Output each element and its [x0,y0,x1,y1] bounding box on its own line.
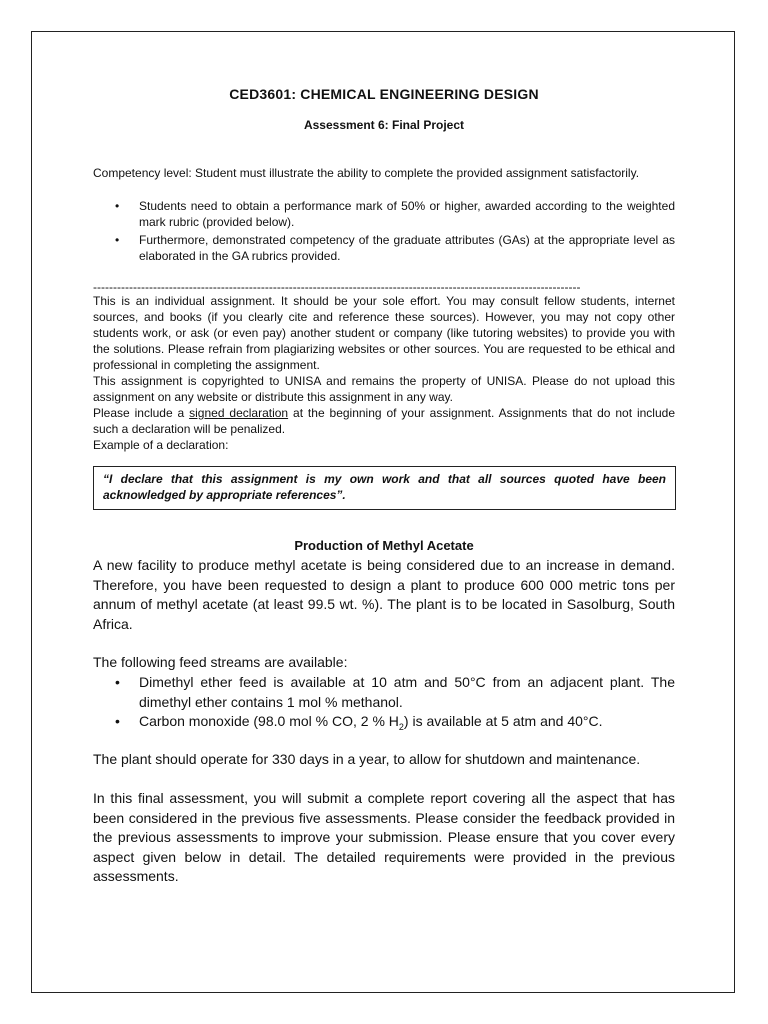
notice-paragraph-declaration [93,405,675,437]
notice-paragraph-example: Example of a declaration: [93,438,229,452]
notice-paragraph-copyright: This assignment is copyrighted to UNISA and remains the property of UNISA. Please do not upload this assignment on any website or distribute this assignment in any way. [93,374,675,404]
assessment-title: Assessment 6: Final Project [303,118,465,132]
feed-co-text-end: ) is available at 5 atm and 40°C. [403,713,603,729]
list-item [93,232,675,264]
bullet-icon: • [115,713,120,729]
operation-schedule: The plant should operate for 330 days in a year, to allow for shutdown and maintenance. [93,751,641,767]
bullet-icon: • [115,233,120,247]
final-assessment-text: In this final assessment, you will submit a complete report covering all the aspect that has been considered in the previous five assessments. Please consider the feedback provided in the previous assessments to improve your submission. Please ensure that you cover every aspect given below in detail. The detailed requirements were provided in the previous assessments. [93,790,675,884]
dashed-divider: -------------------------------------------------------------------------------------------------------------------------- [93,281,581,293]
list-item [93,198,675,230]
project-title: Production of Methyl Acetate [294,538,474,553]
course-title: CED3601: CHEMICAL ENGINEERING DESIGN [229,86,539,102]
project-intro: A new facility to produce methyl acetate is being considered due to an increase in demand. Therefore, you have been requested to design a plant to produce 600 000 metric tons per annum of methyl acetate (at least 99.5 wt. %). The plant is to be located in Sasolburg, South Africa. [93,557,675,632]
signed-declaration-underlined: signed declaration [189,406,289,420]
feed-carbon-monoxide [139,713,603,732]
feed-dimethyl-ether: Dimethyl ether feed is available at 10 atm and 50°C from an adjacent plant. The dimethyl ether contains 1 mol % methanol. [139,674,675,710]
feed-streams-intro: The following feed streams are available: [93,654,348,670]
declaration-text-after: at the beginning of your assignment. Assignments that do not include such a declaration will be penalized. [93,406,675,436]
declaration-text-before: Please include a [93,406,190,420]
assignment-notice [93,293,675,453]
competency-bullets [93,198,675,266]
bullet-text: Students need to obtain a performance mark of 50% or higher, awarded according to the weighted mark rubric (provided below). [139,199,675,229]
feed-co-text: Carbon monoxide (98.0 mol % CO, 2 % H [139,713,399,729]
notice-paragraph-integrity: This is an individual assignment. It should be your sole effort. You may consult fellow students, internet sources, and books (if you clearly cite and reference these sources). However, you may not copy other students work, or ask (or even pay) another student or company (like tutoring websites) to provide you with the solutions. Please refrain from plagiarizing websites or other sources. You are requested to be ethical and professional in completing the assignment. [93,294,675,372]
list-item [93,712,675,737]
bullet-text: Furthermore, demonstrated competency of the graduate attributes (GAs) at the appropriate level as elaborated in the GA rubrics provided. [139,233,675,263]
feed-streams-list [93,673,675,737]
bullet-icon: • [115,674,120,690]
list-item [93,673,675,712]
subscript: 2 [398,721,404,732]
competency-level-text: Competency level: Student must illustrate the ability to complete the provided assignment satisfactorily. [93,166,640,180]
declaration-example-box: “I declare that this assignment is my own work and that all sources quoted have been acknowledged by appropriate references”. [93,466,676,510]
bullet-icon: • [115,199,120,213]
